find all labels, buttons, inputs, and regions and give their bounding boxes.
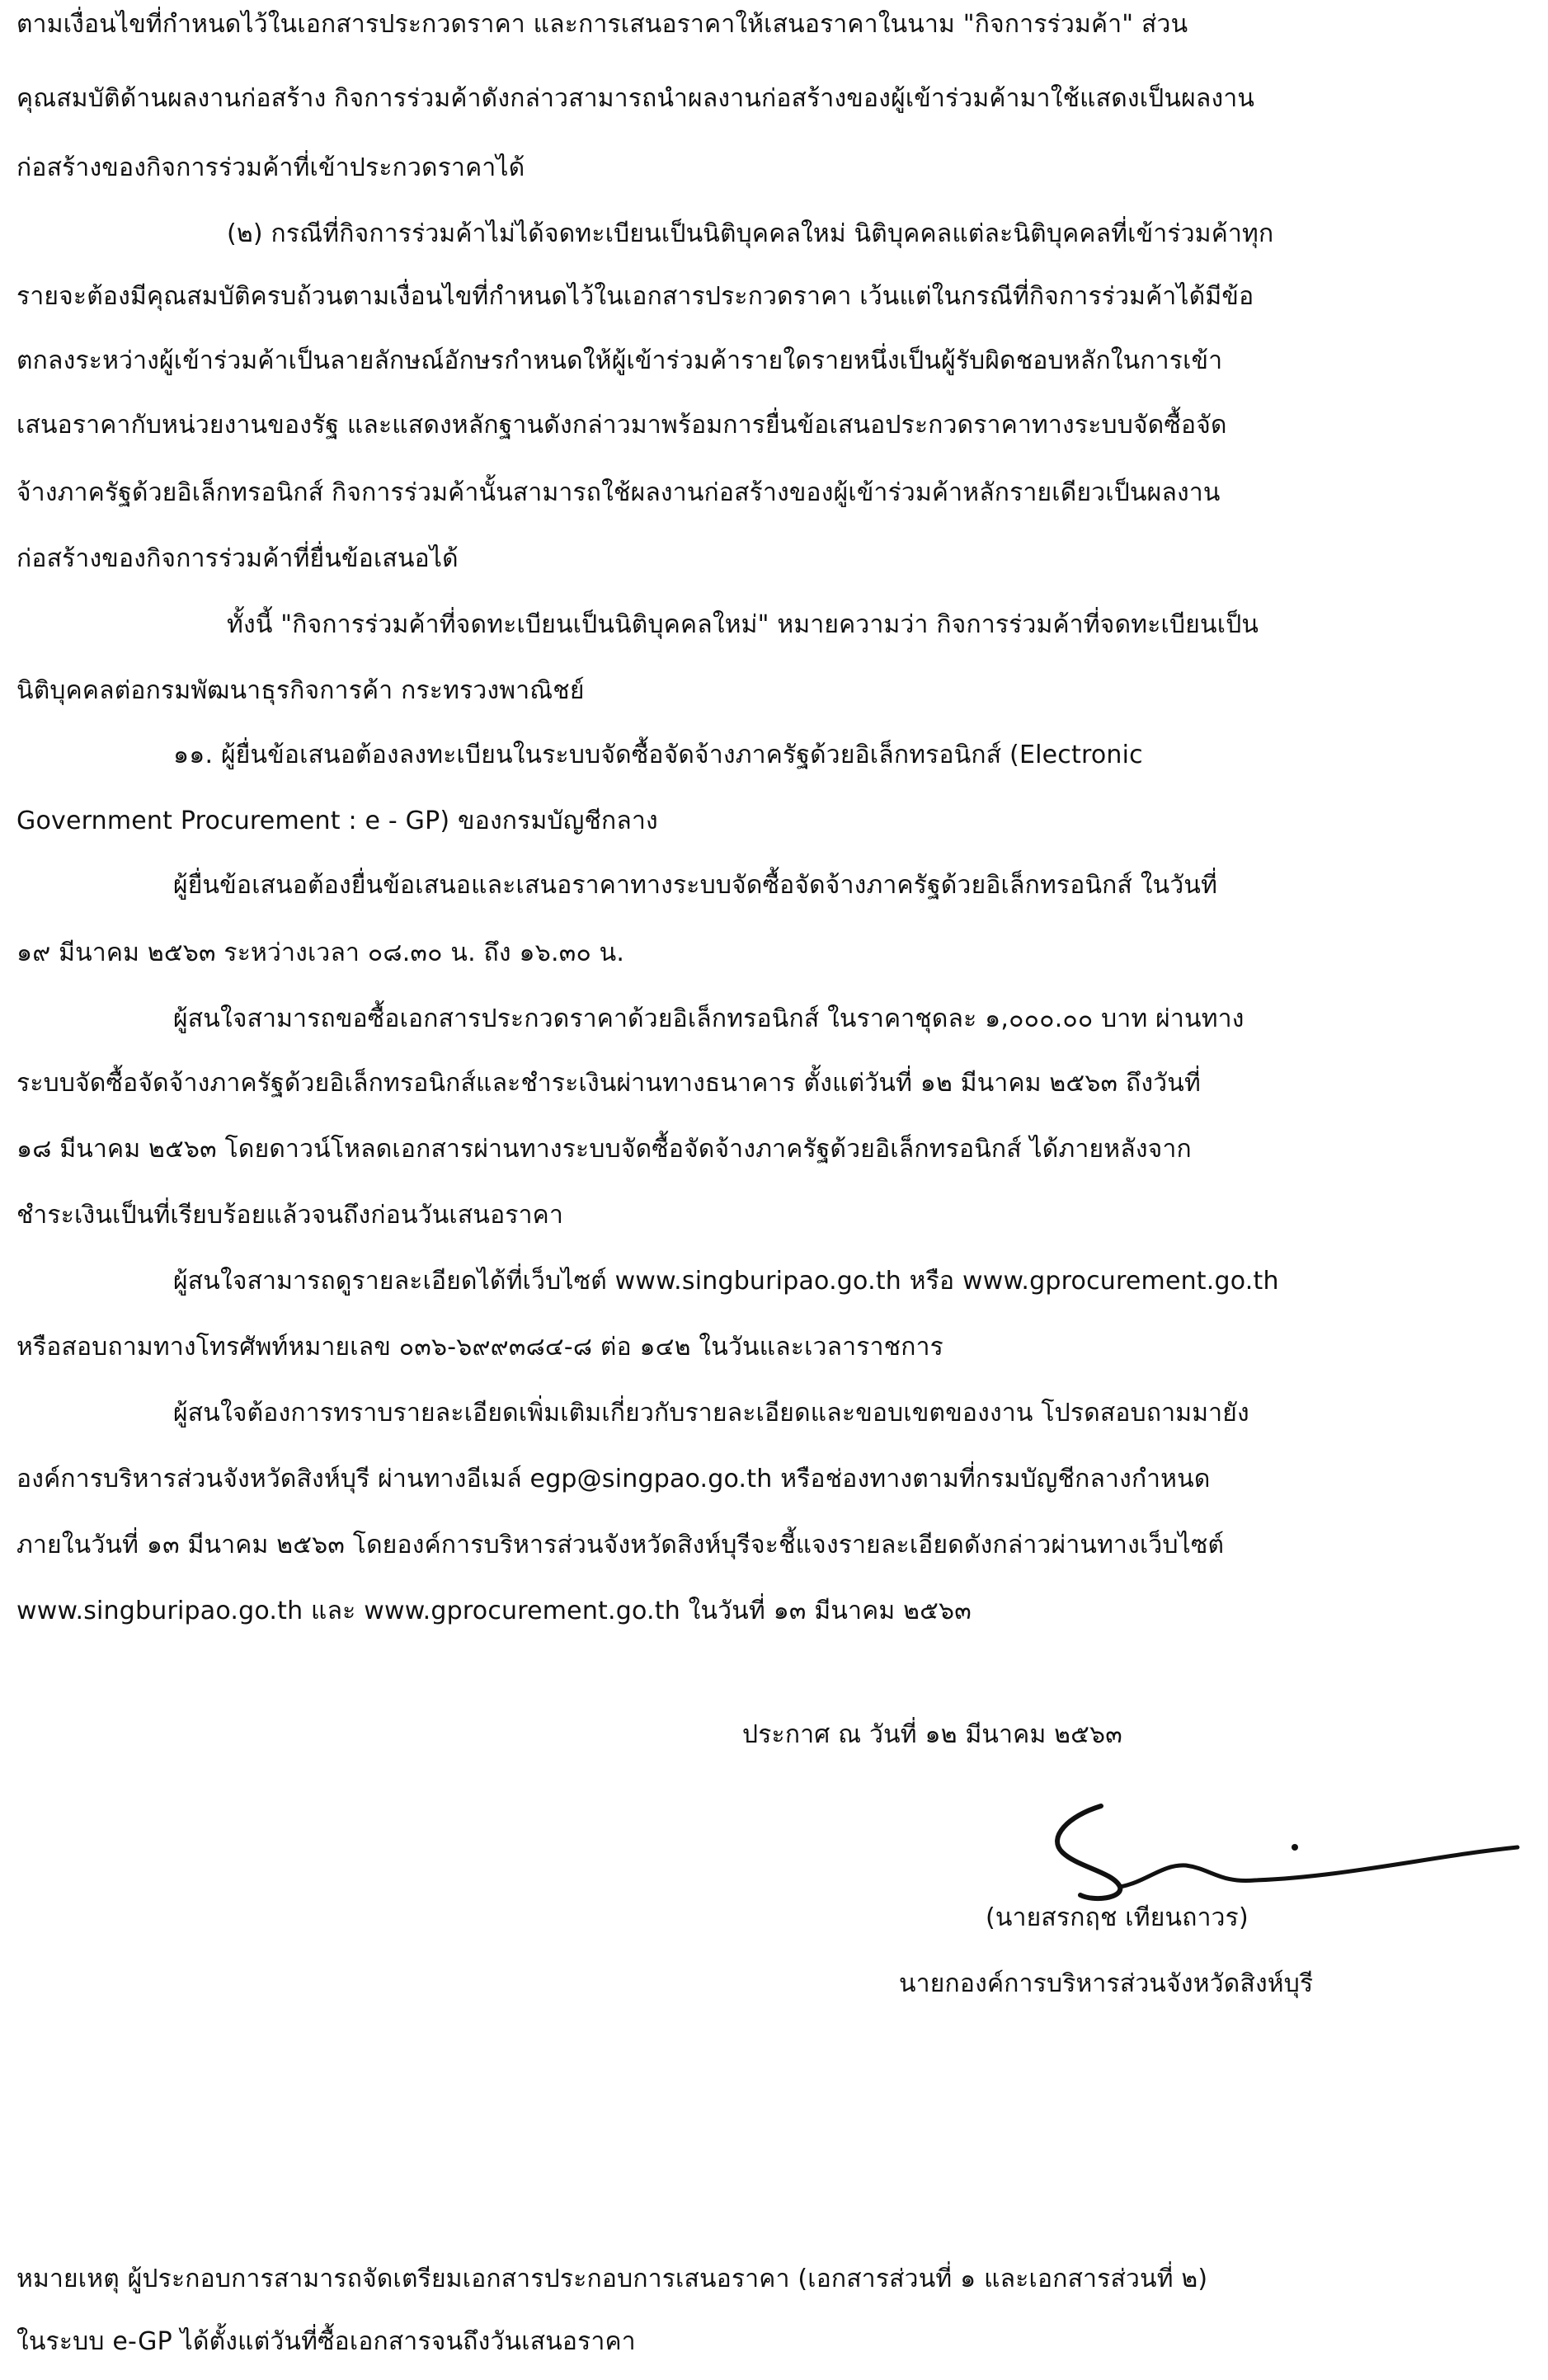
paragraph-line: ตกลงระหว่างผู้เข้าร่วมค้าเป็นลายลักษณ์อักษรกำหนดให้ผู้เข้าร่วมค้ารายใดรายหนึ่งเป็นผู้รับผิดชอบหลักในการเข้า [16,346,1223,375]
paragraph-line: องค์การบริหารส่วนจังหวัดสิงห์บุรี ผ่านทางอีเมล์ egp@singpao.go.th หรือช่องทางตามที่กรมบัญชีกลางกำหนด [16,1465,1211,1493]
paragraph-line: คุณสมบัติด้านผลงานก่อสร้าง กิจการร่วมค้าดังกล่าวสามารถนำผลงานก่อสร้างของผู้เข้าร่วมค้ามาใช้แสดงเป็นผลงาน [16,84,1255,113]
paragraph-line: ก่อสร้างของกิจการร่วมค้าที่ยื่นข้อเสนอได้ [16,544,459,573]
note-line-2: ในระบบ e-GP ได้ตั้งแต่วันที่ซื้อเอกสารจนถึงวันเสนอราคา [16,2327,636,2356]
paragraph-line: ๑๑. ผู้ยื่นข้อเสนอต้องลงทะเบียนในระบบจัดซื้อจัดจ้างภาครัฐด้วยอิเล็กทรอนิกส์ (Electronic [173,741,1143,769]
announcement-date: ประกาศ ณ วันที่ ๑๒ มีนาคม ๒๕๖๓ [742,1720,1122,1749]
paragraph-line: ทั้งนี้ "กิจการร่วมค้าที่จดทะเบียนเป็นนิติบุคคลใหม่" หมายความว่า กิจการร่วมค้าที่จดทะเบียนเป็น [227,610,1259,639]
paragraph-line: ตามเงื่อนไขที่กำหนดไว้ในเอกสารประกวดราคา และการเสนอราคาให้เสนอราคาในนาม "กิจการร่วมค้า" ส่วน [16,10,1188,39]
paragraph-line: ผู้ยื่นข้อเสนอต้องยื่นข้อเสนอและเสนอราคาทางระบบจัดซื้อจัดจ้างภาครัฐด้วยอิเล็กทรอนิกส์ ในวันที่ [173,871,1218,900]
paragraph-line: ภายในวันที่ ๑๓ มีนาคม ๒๕๖๓ โดยองค์การบริหารส่วนจังหวัดสิงห์บุรีจะชี้แจงรายละเอียดดังกล่าวผ่านทางเว็บไซต์ [16,1531,1225,1559]
paragraph-line: รายจะต้องมีคุณสมบัติครบถ้วนตามเงื่อนไขที่กำหนดไว้ในเอกสารประกวดราคา เว้นแต่ในกรณีที่กิจการร่วมค้าได้มีข้อ [16,282,1254,311]
note-line-1: หมายเหตุ ผู้ประกอบการสามารถจัดเตรียมเอกสารประกอบการเสนอราคา (เอกสารส่วนที่ ๑ และเอกสารส่วนที่ ๒) [16,2265,1208,2293]
paragraph-line: ๑๘ มีนาคม ๒๕๖๓ โดยดาวน์โหลดเอกสารผ่านทางระบบจัดซื้อจัดจ้างภาครัฐด้วยอิเล็กทรอนิกส์ ได้ภายหลังจาก [16,1135,1192,1164]
paragraph-line: (๒) กรณีที่กิจการร่วมค้าไม่ได้จดทะเบียนเป็นนิติบุคคลใหม่ นิติบุคคลแต่ละนิติบุคคลที่เข้าร่วมค้าทุก [227,219,1274,248]
paragraph-line: ก่อสร้างของกิจการร่วมค้าที่เข้าประกวดราคาได้ [16,153,525,182]
signature-image [1023,1773,1534,1921]
paragraph-line: ระบบจัดซื้อจัดจ้างภาครัฐด้วยอิเล็กทรอนิกส์และชำระเงินผ่านทางธนาคาร ตั้งแต่วันที่ ๑๒ มีนาคม ๒๕๖๓ ถึงวันที่ [16,1069,1201,1098]
paragraph-line: ชำระเงินเป็นที่เรียบร้อยแล้วจนถึงก่อนวันเสนอราคา [16,1201,563,1230]
paragraph-line: หรือสอบถามทางโทรศัพท์หมายเลข ๐๓๖-๖๙๙๓๘๔-๘ ต่อ ๑๔๒ ในวันและเวลาราชการ [16,1333,943,1362]
paragraph-line: ๑๙ มีนาคม ๒๕๖๓ ระหว่างเวลา ๐๘.๓๐ น. ถึง ๑๖.๓๐ น. [16,938,625,967]
paragraph-line: ผู้สนใจสามารถขอซื้อเอกสารประกวดราคาด้วยอิเล็กทรอนิกส์ ในราคาชุดละ ๑,๐๐๐.๐๐ บาท ผ่านทาง [173,1004,1245,1033]
paragraph-line: Government Procurement : e - GP) ของกรมบัญชีกลาง [16,807,658,835]
paragraph-line: จ้างภาครัฐด้วยอิเล็กทรอนิกส์ กิจการร่วมค้านั้นสามารถใช้ผลงานก่อสร้างของผู้เข้าร่วมค้าหลักรายเดียวเป็นผลงาน [16,478,1221,507]
paragraph-line: ผู้สนใจสามารถดูรายละเอียดได้ที่เว็บไซต์ www.singburipao.go.th หรือ www.gprocurement.go.th [173,1267,1279,1296]
signature [1023,1773,1534,1921]
paragraph-line: เสนอราคากับหน่วยงานของรัฐ และแสดงหลักฐานดังกล่าวมาพร้อมการยื่นข้อเสนอประกวดราคาทางระบบจัดซื้อจัด [16,411,1227,440]
signer-title: นายกองค์การบริหารส่วนจังหวัดสิงห์บุรี [899,1969,1314,1998]
paragraph-line: www.singburipao.go.th และ www.gprocurement.go.th ในวันที่ ๑๓ มีนาคม ๒๕๖๓ [16,1597,972,1625]
paragraph-line: นิติบุคคลต่อกรมพัฒนาธุรกิจการค้า กระทรวงพาณิชย์ [16,676,585,705]
paragraph-line: ผู้สนใจต้องการทราบรายละเอียดเพิ่มเติมเกี่ยวกับรายละเอียดและขอบเขตของงาน โปรดสอบถามมายัง [173,1399,1249,1428]
signer-name: (นายสรกฤช เทียนถาวร) [986,1903,1249,1932]
